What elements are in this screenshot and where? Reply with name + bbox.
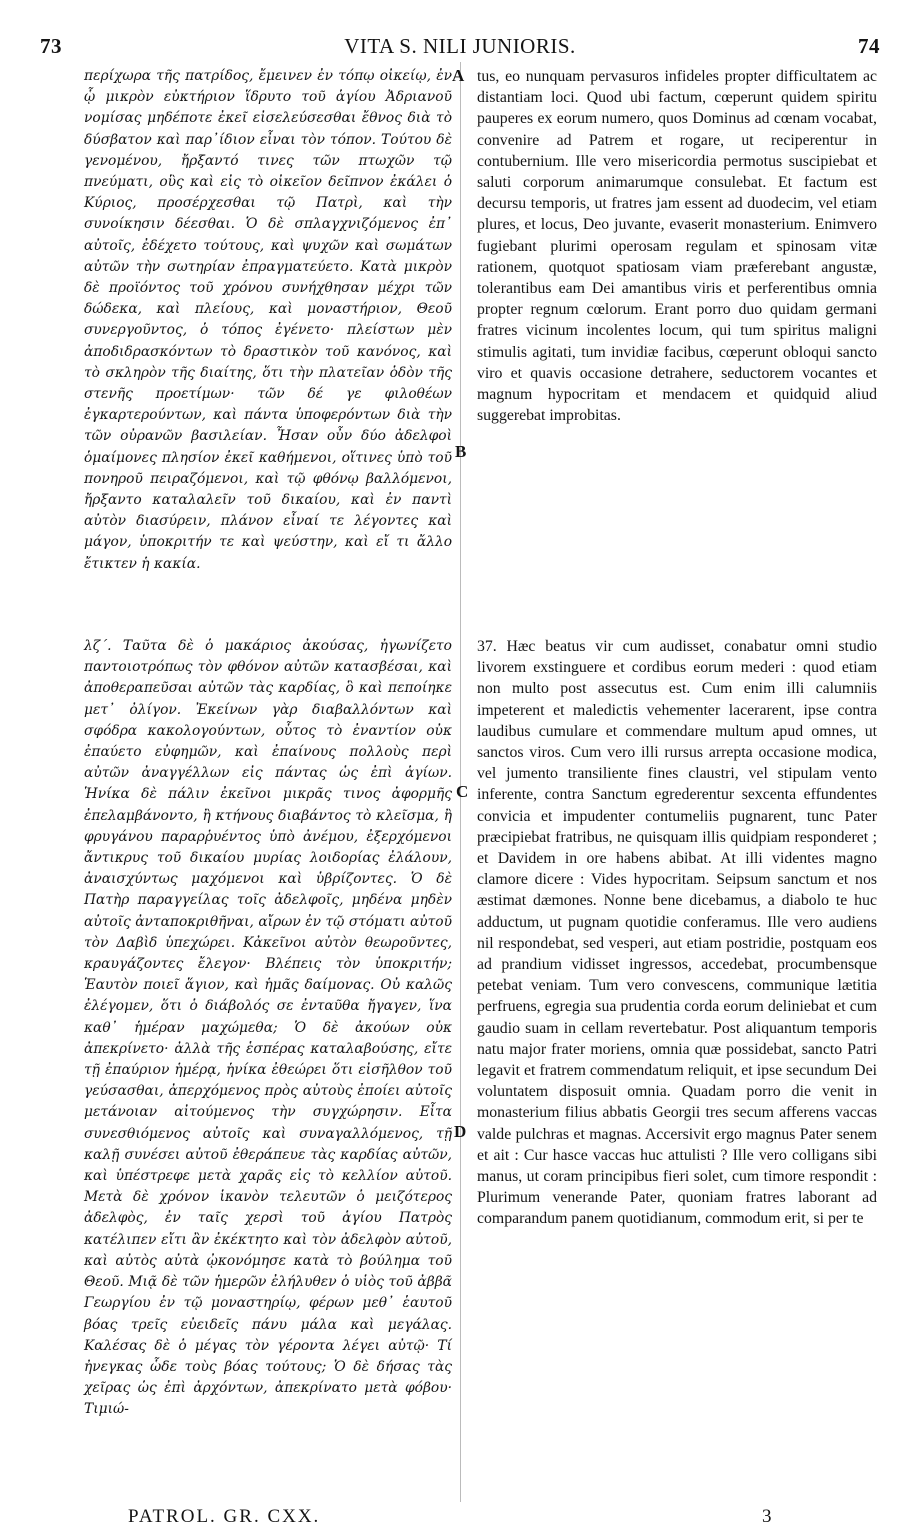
running-title: VITA S. NILI JUNIORIS.	[344, 34, 576, 58]
latin-column-paragraph-2: 37. Hæc beatus vir cum audisset, conabatur omni studio livorem exstinguere et cordibus eorum mederi : quod etiam non multo post assecutus est. Cum enim illi calumniis impeterent et maledictis vehementer lacerarent, ipse contra laudibus cumulare et commendare multum apud omnes, ut sanctos viros. Cum vero illi rursus arrepta occasione modica, vel jumento transiliente fines claustri, vel stipulam vento inferente, contra Sanctum egrederentur sexcenta effundentes convicia et impudenter contumeliis pugnarent, tunc Pater præcipiebat fratribus, ne quisquam illis quidpiam responderet ; et Davidem in ore habens abibat. At illi videntes magno clamore dicere : Vides hypocritam. Seipsum sanctum et nos æstimat dæmones. Nonne bene dicebamus, a diabolo te huc adductum, ut pugnam quotidie conferamus. Ille vero audiens nil respondebat, sed vesperi, aut etiam postridie, postquam eos ad prandium vidisset ingressos, accedebat, procumbensque petebat veniam. Tum vero convescens, communique lætitia perfruens, egregia sua prudentia corda eorum deliniebat et cum gaudio suam in cellam revertebatur. Post aliquantum temporis natu major frater moriens, omnia quæ possidebat, sancto Patri legavit et fratrem commendatum reliquit, et ipse secundum Dei voluntatem disposuit omnia. Quadam porro die venit in monasterium filius abbatis Georgii tres secum afferens vaccas valde pulchras et magnas. Accersivit ergo magnus Pater senem et ait : Cur hasce vaccas huc attulisti ? Ille vero colligans sibi manus, ut coram principibus fieri solet, cum timore respondit : Plurimum venerande Pater, quoniam fratres laborant ad comparandum panem quotidianum, commodum erit, si per te	[477, 638, 877, 1228]
latin-column-paragraph-1: tus, eo nunquam pervasuros infideles propter difficultatem ac distantiam loci. Quod ubi factum, cœperunt quidem spiritu pauperes ex eorum numero, quos Dominus ad cœnam vocabat, convenire ad Patrem et rogare, ut reciperentur in contubernium. Ille vero misericordia permotus suscipiebat et saluti corporum animarumque consulebat. Et factum est decursu temporis, ut fratres jam essent ad duodecim, vel etiam plures, et locus, Deo juvante, evaserit monasterium. Enimvero fugiebant plurimi operosam regulam et spinosam vitæ rationem, quotquot spatiosam viam præferebant angustæ, tolerantibus eam Dei amantibus viris et perferentibus omnia propter regnum cœlorum. Erant porro duo quidam germani fratres vicinum incolentes locum, qui tum spiritus maligni stimulis agitati, tum invidiæ facibus, cœperunt obloqui sancto viro et quavis occasione detrahere, seductorem vocantes et magnum hypocritam et mendacem et quidquid aliud suggerebat improbitas.	[477, 68, 877, 425]
page-number-right: 74	[858, 34, 880, 58]
running-header	[40, 34, 880, 64]
greek-column-paragraph-2: λζ΄. Ταῦτα δὲ ὁ μακάριος ἀκούσας, ἠγωνίζετο παντοιοτρόπως τὸν φθόνον αὐτῶν κατασβέσαι, καὶ ἀποθεραπεῦσαι αὐτῶν τὰς καρδίας, ὃ καὶ πεποίηκε μετ᾽ ὀλίγον. Ἐκείνων γὰρ διαβαλλόντων καὶ σφόδρα κακολογούντων, οὗτος τὸ ἐναντίον οὐκ ἐπαύετο εὐφημῶν, καὶ ἐπαίνους πολλοὺς περὶ αὐτῶν ἀναγγέλλων εἰς πάντας ὡς ἐπὶ ἁγίων. Ἡνίκα δὲ πάλιν ἐκεῖνοι μικρᾶς τινος ἀφορμῆς ἐπελαμβάνοντο, ἢ κτήνους διαβάντος τὸ κλεῖσμα, ἢ φρυγάνου παραρῥυέντος ὑπὸ ἀνέμου, ἐξερχόμενοι ἄντικρυς τοῦ δικαίου μυρίας λοιδορίας ἐλάλουν, ἀναισχύντως μαχόμενοι καὶ ὑβρίζοντες. Ὁ δὲ Πατὴρ παραγγείλας τοῖς ἀδελφοῖς, μηδένα μηδὲν αὐτοῖς ἀνταποκριθῆναι, αἴρων ἐν τῷ στόματι αὐτοῦ τὸν Δαβὶδ ὑπεχώρει. Κἀκεῖνοι αὐτὸν θεωροῦντες, κραυγάζοντες ἔλεγον· Βλέπεις τὸν ὑποκριτήν; Ἑαυτὸν ποιεῖ ἅγιον, καὶ ἡμᾶς δαίμονας. Οὐ καλῶς ἐλέγομεν, ὅτι ὁ διάβολός σε ἐνταῦθα ἤγαγεν, ἵνα καθ᾽ ἡμέραν μαχώμεθα; Ὁ δὲ ἀκούων οὐκ ἀπεκρίνετο· ἀλλὰ τῆς ἑσπέρας καταλαβούσης, εἴτε τῇ ἐπαύριον ἡμέρᾳ, ἡνίκα ἐθεώρει ὅτι εἰσῆλθον τοῦ γεύσασθαι, ἀπερχόμενος πρὸς αὐτοὺς ἐποίει αὐτοῖς μετάνοιαν αἰτούμενος τὴν συγχώρησιν. Εἶτα συνεσθιόμενος αὐτοῖς καὶ συναγαλλόμενος, τῇ καλῇ συνέσει αὐτοῦ ἐθεράπευε τὰς καρδίας αὐτῶν, καὶ ὑπέστρεφε μετὰ χαρᾶς εἰς τὸ κελλίον αὐτοῦ. Μετὰ δὲ χρόνον ἱκανὸν τελευτῶν ὁ μειζότερος ἀδελφὸς, ἐν ταῖς χερσὶ τοῦ ἁγίου Πατρὸς κατέλιπεν εἴτι ἂν ἐκέκτητο καὶ τὸν ἀδελφὸν αὐτοῦ, καὶ αὐτὸς αὐτὰ ᾠκονόμησε κατὰ τὸ βούλημα τοῦ Θεοῦ. Μιᾷ δὲ τῶν ἡμερῶν ἐλήλυθεν ὁ υἱὸς τοῦ ἀββᾶ Γεωργίου ἐν τῷ μοναστηρίῳ, φέρων μεθ᾽ ἑαυτοῦ βόας τρεῖς εὐειδεῖς πάνυ μάλα καὶ μεγάλας. Καλέσας δὲ ὁ μέγας τὸν γέροντα λέγει αὐτῷ· Τί ἠνεγκας ὧδε τοὺς βόας τούτους; Ὁ δὲ δήσας τὰς χεῖρας ὡς ἐπὶ ἀρχόντων, ἀπεκρίνατο μετὰ φόβου· Τιμιώ-	[84, 638, 452, 1418]
column-marker-d: D	[454, 1122, 467, 1141]
footer-series-label: PATROL. GR. CXX.	[128, 1506, 321, 1527]
footer-signature-mark: 3	[762, 1506, 772, 1527]
column-marker-a: A	[452, 66, 465, 85]
greek-column-paragraph-1: περίχωρα τῆς πατρίδος, ἔμεινεν ἐν τόπῳ οἰκείῳ, ἐν ᾧ μικρὸν εὐκτήριον ἵδρυτο τοῦ ἁγίου Ἀδριανοῦ νομίσας μηδέποτε ἐκεῖ εἰσελεύσεσθαι ἔθνος διὰ τὸ δύσβατον καὶ παρ᾽ίδιον εἶναι τὸν τόπον. Τούτου δὲ γενομένου, ἤρξαντό τινες τῶν πτωχῶν τῷ πνεύματι, οὓς καὶ εἰς τὸ οἰκεῖον δεῖπνον ἐκάλει ὁ Κύριος, προσέρχεσθαι τῷ Πατρὶ, καὶ τὴν συνοίκησιν δέεσθαι. Ὁ δὲ σπλαγχνιζόμενος ἐπ᾽ αὐτοῖς, ἐδέχετο τούτους, καὶ ψυχῶν καὶ σωμάτων αὐτῶν τὴν σωτηρίαν ἐπραγματεύετο. Κατὰ μικρὸν δὲ προϊόντος τοῦ χρόνου συνήχθησαν μέχρι τῶν δώδεκα, καὶ πλείους, καὶ μοναστήριον, Θεοῦ συνεργοῦντος, ὁ τόπος ἐγένετο· πλείστων μὲν ἀποδιδρασκόντων τὸ δραστικὸν τοῦ κανόνος, καὶ τὸ σκληρὸν τῆς διαίτης, ὅτι τὴν πλατεῖαν ὁδὸν τῆς στενῆς προετίμων· τῶν δέ γε φιλοθέων ἐγκαρτερούντων, καὶ πάντα ὑποφερόντων διὰ τὴν τῶν οὐρανῶν βασιλείαν. Ἦσαν οὖν δύο ἀδελφοὶ ὁμαίμονες πλησίον ἐκεῖ καθήμενοι, οἵτινες ὑπὸ τοῦ πονηροῦ πειραζόμενοι, καὶ τῷ φθόνῳ βαλλόμενοι, ἤρξαντο καταλαλεῖν τοῦ δικαίου, καὶ ἐν παντὶ αὐτὸν διασύρειν, πλάνον εἶναί τε λέγοντες καὶ μάγον, ὑποκριτήν τε καὶ ψεύστην, καὶ εἴ τι ἄλλο ἔτικτεν ἡ κακία.	[84, 68, 452, 572]
page-number-left: 73	[40, 34, 62, 58]
column-marker-c: C	[456, 782, 469, 801]
column-marker-b: B	[455, 442, 467, 461]
